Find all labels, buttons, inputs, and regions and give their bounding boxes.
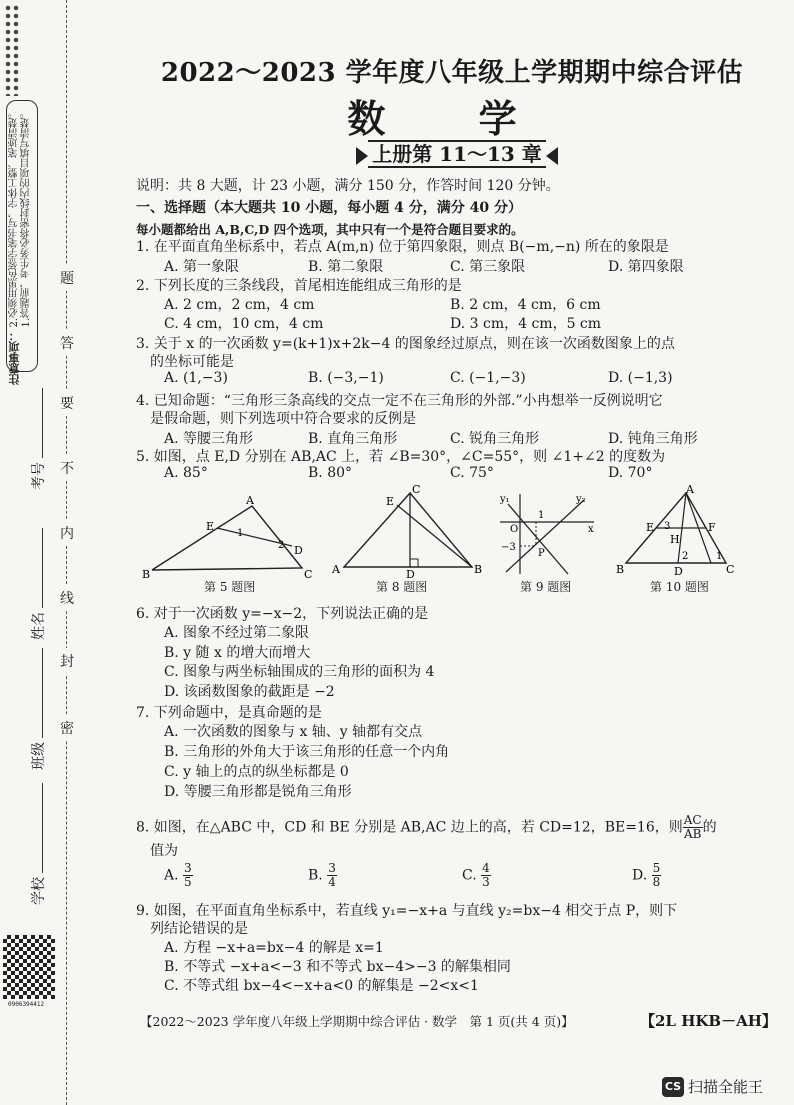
figure-9	[498, 490, 598, 578]
option[interactable]	[164, 862, 193, 889]
numerator: 4	[482, 861, 490, 875]
fig-label: y₁	[500, 494, 510, 505]
question-stem-cont: 的坐标可能是	[150, 354, 234, 370]
fig-label: E	[646, 521, 655, 534]
option-label: B.	[308, 867, 323, 884]
option[interactable]: A. 2 cm，2 cm，4 cm	[164, 297, 315, 313]
option[interactable]: B. 直角三角形	[308, 431, 398, 447]
scanner-name: 扫描全能王	[688, 1078, 764, 1096]
numerator: 3	[184, 861, 192, 875]
question-stem-text: 8. 如图，在△ABC 中，CD 和 BE 分别是 AB,AC 边上的高，若 CD=12，BE=16，则	[136, 819, 683, 836]
question-stem: 4. 已知命题：“三角形三条高线的交点一定不在三角形的外部.”小冉想举一反例说明它	[136, 393, 663, 409]
fraction	[652, 862, 662, 889]
seal-word: 线	[60, 585, 74, 611]
school-field[interactable]	[28, 783, 48, 905]
figure-5	[142, 490, 317, 580]
triangle-right-icon	[356, 147, 368, 165]
denominator: 4	[328, 875, 336, 889]
perforation-dots	[4, 4, 20, 96]
option[interactable]: D. 钝角三角形	[608, 431, 698, 447]
instructions: 说明：共 8 大题，计 23 小题，满分 150 分，作答时间 120 分钟。	[136, 178, 560, 194]
fig-label: E	[206, 520, 215, 533]
option[interactable]: C. 第三象限	[450, 259, 526, 275]
option[interactable]	[632, 862, 661, 889]
denominator: 5	[184, 875, 192, 889]
fig-label: 1	[538, 510, 545, 521]
section-note: 每小题都给出 A,B,C,D 四个选项，其中只有一个是符合题目要求的。	[136, 222, 524, 237]
field-label: 考号	[31, 462, 47, 490]
fraction	[683, 814, 703, 841]
fig-label: A	[246, 494, 254, 507]
option[interactable]: A. 85°	[164, 465, 208, 481]
fig-label: E	[386, 495, 395, 508]
fig-label: D	[294, 544, 303, 557]
figure-caption: 第 8 题图	[376, 580, 428, 594]
fig-label: F	[708, 521, 716, 534]
seal-word: 封	[60, 648, 74, 674]
numerator: 3	[328, 861, 336, 875]
exam-title: 2022～2023 学年度八年级上学期期中综合评估	[160, 58, 744, 88]
fig-label: 1	[716, 551, 723, 562]
field-label: 班级	[31, 742, 47, 770]
notice-item-1: 1.答题前，考生务必将密封线内的项目填写清楚。	[21, 108, 32, 328]
option[interactable]: A. 等腰三角形	[164, 431, 254, 447]
option[interactable]: D. (−1,3)	[608, 370, 673, 386]
option[interactable]: B. y 随 x 的增大而增大	[164, 645, 311, 661]
paper-code: 【2L HKB－AH】	[640, 1012, 777, 1030]
question-stem-cont: 值为	[150, 843, 178, 859]
figure-10	[616, 485, 736, 580]
numerator: AC	[683, 813, 702, 827]
option-label: D.	[632, 867, 648, 884]
fig-label: −3	[501, 542, 516, 553]
fig-label: 2	[278, 540, 285, 551]
question-stem: 2. 下列长度的三条线段，首尾相连能组成三角形的是	[136, 278, 462, 294]
option-label: A.	[164, 867, 179, 884]
field-label: 姓名	[31, 612, 47, 640]
fig-label: H	[670, 533, 680, 546]
fig-label: 3	[664, 521, 671, 532]
option[interactable]: A. 图象不经过第二象限	[164, 625, 310, 641]
fig-label: B	[142, 568, 151, 580]
fig-label: C	[304, 568, 313, 580]
question-stem: 5. 如图，点 E,D 分别在 AB,AC 上，若 ∠B=30°，∠C=55°，则 ∠1+∠2 的度数为	[136, 449, 666, 465]
fig-label: A	[686, 485, 694, 496]
figure-8	[332, 485, 482, 580]
chapter-banner	[332, 138, 582, 167]
fig-label: 1	[237, 528, 244, 539]
exam-number-field[interactable]	[28, 388, 48, 490]
fig-label: C	[726, 563, 735, 576]
seal-word: 答	[60, 330, 74, 356]
cs-logo-icon: CS	[662, 1077, 684, 1097]
figure-caption: 第 9 题图	[520, 580, 572, 594]
figure-caption: 第 5 题图	[204, 580, 256, 594]
question-stem-cont: 列结论错误的是	[150, 921, 248, 937]
fig-label: D	[674, 565, 683, 578]
option[interactable]: D. 3 cm，4 cm，5 cm	[450, 316, 602, 332]
fig-label: P	[538, 548, 545, 559]
fig-label: 2	[682, 551, 689, 562]
figure-caption: 第 10 题图	[650, 580, 709, 594]
question-stem-cont: 是假命题，则下列选项中符合要求的反例是	[150, 411, 416, 427]
option[interactable]: A. 第一象限	[164, 259, 240, 275]
seal-line	[66, 0, 67, 1105]
fig-label: C	[412, 485, 421, 496]
option[interactable]: C. (−1,−3)	[450, 370, 526, 386]
question-stem: 1. 在平面直角坐标系中，若点 A(m,n) 位于第四象限，则点 B(−m,−n) 所在的象限是	[136, 239, 669, 255]
question-stem: 9. 如图，在平面直角坐标系中，若直线 y₁=−x+a 与直线 y₂=bx−4 相交于点 P，则下	[136, 903, 678, 919]
qr-id: 0906394412	[8, 1001, 45, 1008]
option[interactable]: A. (1,−3)	[164, 370, 228, 386]
option[interactable]: C. 75°	[450, 465, 494, 481]
option[interactable]	[308, 862, 337, 889]
option[interactable]: D. 该函数图象的截距是 −2	[164, 684, 335, 700]
notice-item-2: 2.必须用黑色签字笔书写，字体工整、笔迹清楚。	[9, 108, 20, 328]
option[interactable]	[462, 862, 491, 889]
denominator: 3	[482, 875, 490, 889]
question-stem	[136, 814, 717, 841]
question-stem: 3. 关于 x 的一次函数 y=(k+1)x+2k−4 的图象经过原点，则在该一次函数图象上的点	[136, 336, 675, 352]
option[interactable]: C. 4 cm，10 cm，4 cm	[164, 316, 324, 332]
fig-label: y₂	[576, 494, 586, 505]
seal-word: 题	[60, 265, 74, 291]
class-field[interactable]	[28, 648, 48, 770]
seal-word: 内	[60, 520, 74, 546]
fig-label: D	[406, 568, 415, 580]
question-stem: 6. 对于一次函数 y=−x−2，下列说法正确的是	[136, 606, 429, 622]
question-stem-tail: 的	[702, 819, 717, 836]
option[interactable]: B. 2 cm，4 cm，6 cm	[450, 297, 601, 313]
option[interactable]: B. 第二象限	[308, 259, 384, 275]
option[interactable]: B. 不等式 −x+a<−3 和不等式 bx−4>−3 的解集相同	[164, 959, 511, 975]
option-label: C.	[462, 867, 477, 884]
option[interactable]: D. 70°	[608, 465, 653, 481]
fig-label: B	[474, 563, 482, 576]
section-heading: 一、选择题（本大题共 10 小题，每小题 4 分，满分 40 分）	[136, 200, 522, 216]
binding-sidebar	[0, 0, 120, 1105]
seal-word: 不	[60, 455, 74, 481]
fig-label: B	[616, 563, 625, 576]
field-label: 学校	[31, 877, 47, 905]
option[interactable]: C. 锐角三角形	[450, 431, 540, 447]
page-footer: 【2022～2023 学年度八年级上学期期中综合评估 · 数学 第 1 页(共 4 页)】	[140, 1014, 574, 1029]
fig-label: x	[588, 524, 594, 535]
fig-label: A	[332, 563, 340, 576]
fraction	[481, 862, 491, 889]
option[interactable]: C. 不等式组 bx−4<−x+a<0 的解集是 −2<x<1	[164, 978, 479, 994]
option[interactable]: C. 图象与两坐标轴围成的三角形的面积为 4	[164, 664, 435, 680]
option[interactable]: B. 三角形的外角大于该三角形的任意一个内角	[164, 744, 450, 760]
seal-word: 密	[60, 715, 74, 741]
option[interactable]: B. 80°	[308, 465, 353, 481]
denominator: AB	[683, 827, 702, 841]
option[interactable]: B. (−3,−1)	[308, 370, 384, 386]
option[interactable]: C. y 轴上的点的纵坐标都是 0	[164, 764, 349, 780]
triangle-left-icon	[546, 147, 558, 165]
denominator: 8	[652, 875, 661, 889]
question-stem: 7. 下列命题中，是真命题的是	[136, 705, 322, 721]
option[interactable]: A. 方程 −x+a=bx−4 的解是 x=1	[164, 940, 384, 956]
chapter-text: 上册第 11～13 章	[368, 140, 546, 168]
notice-title: 注意事项：	[8, 330, 21, 385]
name-field[interactable]	[28, 528, 48, 640]
option[interactable]: A. 一次函数的图象与 x 轴、y 轴都有交点	[164, 724, 423, 740]
subject-title: 数 学	[347, 96, 557, 141]
qr-code	[3, 935, 55, 999]
scanner-watermark	[662, 1076, 763, 1097]
fig-label: O	[510, 524, 519, 535]
option[interactable]: D. 第四象限	[608, 259, 684, 275]
fraction	[327, 862, 337, 889]
option[interactable]: D. 等腰三角形都是锐角三角形	[164, 784, 352, 800]
numerator: 5	[652, 861, 661, 875]
seal-word: 要	[60, 390, 74, 416]
fraction	[183, 862, 193, 889]
